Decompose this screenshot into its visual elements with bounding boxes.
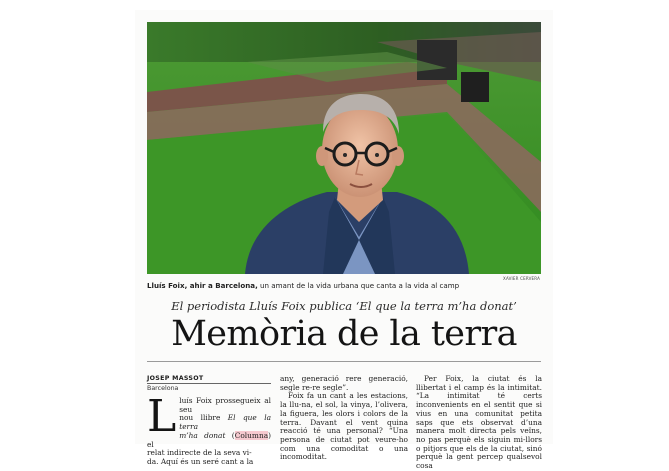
article-kicker: El periodista Lluís Foix publica ‘El que la terra m’ha donat’ <box>171 299 517 313</box>
article-headline: Memòria de la terra <box>171 314 517 354</box>
book-title-cont: m’ha donat <box>179 430 226 440</box>
byline-place: Barcelona <box>147 385 179 392</box>
byline-author: JOSEP MASSOT <box>147 375 271 384</box>
article-column-2 <box>280 375 408 462</box>
photo-caption <box>147 281 547 290</box>
photo-credit: XAVIER CERVERA <box>503 276 541 281</box>
article-column-3 <box>416 375 542 471</box>
byline <box>147 375 271 392</box>
col1-line2a: nou llibre <box>179 413 228 423</box>
drop-cap: L <box>147 391 177 442</box>
col1-line3b: ( <box>225 430 235 440</box>
photo-illustration <box>147 22 541 274</box>
col1-line3d: ) el <box>147 430 271 449</box>
headline-divider <box>147 361 541 362</box>
caption-detail: un amant de la vida urbana que canta a la vida al camp <box>257 281 460 290</box>
publisher-highlight: Columna <box>234 430 269 440</box>
col2-paragraph-1: any, generació rere generació, segle re-re segle”. <box>280 374 408 392</box>
col2-paragraph-2: Foix fa un cant a les estacions, la llu-na, el sol, la vinya, l’olivera, la figuera, les olors i colors de la terra. Davant el vent quina reacció té una personal? “Una persona de ciutat pot veure-ho com una comoditat o una incomoditat. <box>280 391 408 462</box>
col1-line1: luís Foix prossegueix al seu <box>179 396 271 414</box>
col1-line4: relat indirecte de la seva vi- <box>147 448 252 458</box>
article-column-1 <box>147 391 271 467</box>
col1-line5: da. Aquí és un seré cant a la <box>147 456 254 466</box>
book-title: El que la terra <box>179 413 271 432</box>
caption-name: Lluís Foix, ahir a Barcelona, <box>147 281 258 290</box>
col3-paragraph-1: Per Foix, la ciutat és la llibertat i el camp és la intimitat. “La intimitat té certs inconvenients en el sentit que si vius en una comunitat petita saps que ets observat d’una manera molt directa pels veïns, no pas perquè els siguin mi-llors o pitjors que els de la ciutat, sinó perquè la gent percep qualsevol cosa <box>416 374 542 471</box>
portrait-photo <box>147 22 541 274</box>
